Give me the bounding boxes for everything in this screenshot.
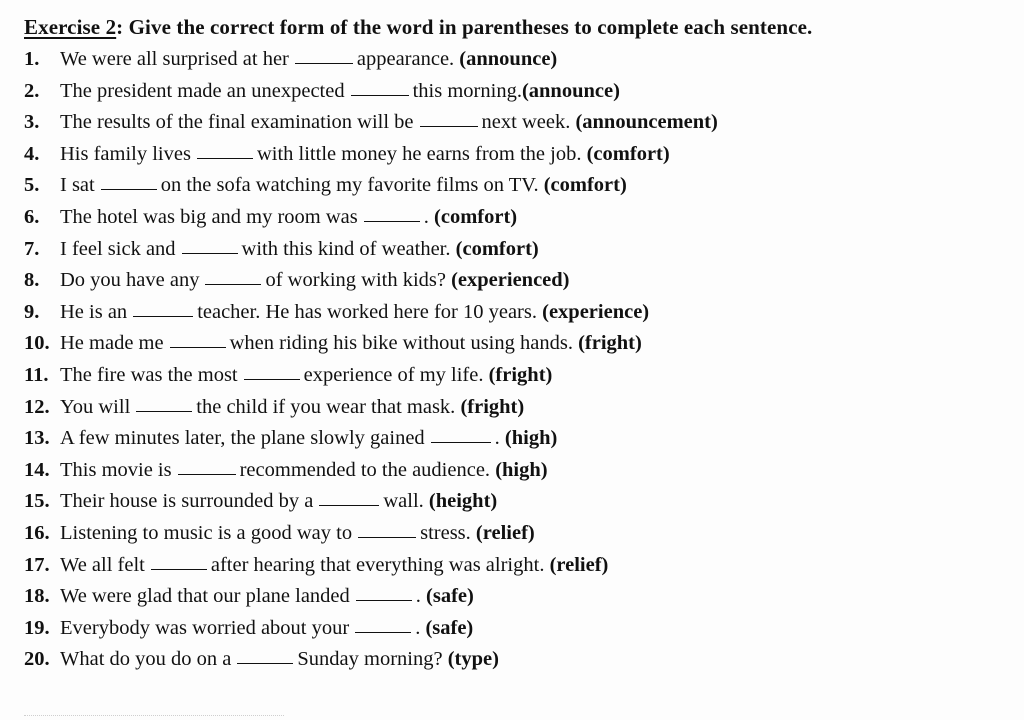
exercise-item [24,644,1024,676]
answer-blank[interactable] [420,125,478,127]
item-number: 18. [24,585,50,608]
exercise-item [24,107,1024,139]
word-hint: (comfort) [586,142,670,165]
item-sentence [60,486,497,518]
sentence-end: teacher. He has worked here for 10 years. [197,300,543,323]
sentence-end: . [494,427,505,450]
sentence-end: this morning. [412,79,522,102]
item-sentence [60,455,548,487]
answer-blank[interactable] [170,346,226,348]
answer-blank[interactable] [351,94,409,96]
exercise-item [24,581,1024,613]
sentence-start: The fire was the most [60,363,238,386]
sentence-start: What do you do on a [60,648,232,671]
sentence-start: Do you have any [60,269,200,292]
sentence-end: of working with kids? [265,269,452,292]
item-sentence [60,613,473,645]
answer-blank[interactable] [237,662,293,664]
word-hint: (high) [495,458,548,481]
sentence-end: recommended to the audience. [239,458,496,481]
word-hint: (safe) [426,585,474,608]
item-sentence [60,328,642,360]
item-number: 11. [24,363,49,386]
answer-blank[interactable] [364,220,420,222]
answer-blank[interactable] [431,441,491,443]
item-sentence [60,202,517,234]
exercise-item [24,613,1024,645]
item-number: 7. [24,237,40,260]
exercise-heading [24,10,1024,44]
item-sentence [60,297,649,329]
answer-blank[interactable] [295,62,353,64]
answer-blank[interactable] [182,252,238,254]
item-number: 19. [24,616,50,639]
item-sentence [60,139,670,171]
exercise-item [24,392,1024,424]
sentence-end: with little money he earns from the job. [256,142,587,165]
item-number: 15. [24,490,50,513]
exercise-list [24,44,1024,676]
word-hint: (height) [428,490,498,513]
sentence-end: . [423,205,435,228]
item-number: 17. [24,553,50,576]
answer-blank[interactable] [244,378,300,380]
sentence-start: A few minutes later, the plane slowly gained [60,427,425,450]
item-sentence [60,392,524,424]
sentence-end: the child if you wear that mask. [196,395,461,418]
sentence-end: . [415,585,427,608]
word-hint: (experienced) [451,269,570,292]
sentence-start: The hotel was big and my room was [60,205,358,228]
exercise-instruction: : Give the correct form of the word in parentheses to complete each sentence. [116,15,813,39]
word-hint: (relief) [475,521,535,544]
item-number: 14. [24,458,50,481]
exercise-item [24,202,1024,234]
exercise-item [24,44,1024,76]
item-number: 9. [24,300,40,323]
sentence-start: His family lives [60,142,191,165]
sentence-start: The results of the final examination will be [60,111,414,134]
exercise-item [24,423,1024,455]
answer-blank[interactable] [151,568,207,570]
sentence-end: . [415,616,426,639]
sentence-end: after hearing that everything was alright. [210,553,550,576]
sentence-start: He made me [60,332,164,355]
item-sentence [60,518,535,550]
sentence-end: next week. [481,111,576,134]
exercise-item [24,76,1024,108]
sentence-end: Sunday morning? [297,648,448,671]
item-number: 2. [24,79,40,102]
item-sentence [60,107,718,139]
sentence-start: You will [60,395,131,418]
item-number: 1. [24,48,40,70]
word-hint: (announce) [459,48,558,70]
word-hint: (fright) [578,332,642,355]
cut-off-footer-line [24,709,284,716]
word-hint: (announce) [521,79,620,102]
exercise-item [24,139,1024,171]
answer-blank[interactable] [356,599,412,601]
sentence-end: stress. [420,521,476,544]
item-number: 6. [24,205,40,228]
word-hint: (relief) [549,553,609,576]
item-number: 12. [24,395,50,418]
exercise-item [24,297,1024,329]
sentence-start: We all felt [60,553,145,576]
exercise-item [24,360,1024,392]
item-sentence [60,360,552,392]
item-number: 13. [24,427,50,450]
word-hint: (fright) [488,363,553,386]
word-hint: (type) [447,648,499,671]
item-sentence [60,550,608,582]
answer-blank[interactable] [358,536,416,538]
word-hint: (safe) [425,616,474,639]
sentence-start: Their house is surrounded by a [60,490,314,513]
word-hint: (experience) [542,300,650,323]
word-hint: (high) [504,427,558,450]
answer-blank[interactable] [197,157,253,159]
answer-blank[interactable] [355,631,411,633]
exercise-item [24,265,1024,297]
answer-blank[interactable] [205,283,261,285]
item-number: 16. [24,521,50,544]
item-number: 5. [24,174,40,197]
sentence-start: This movie is [60,458,172,481]
sentence-end: on the sofa watching my favorite films on TV. [160,174,544,197]
answer-blank[interactable] [136,410,192,412]
sentence-end: experience of my life. [303,363,489,386]
answer-blank[interactable] [319,504,379,506]
sentence-start: Listening to music is a good way to [60,521,353,544]
exercise-item [24,170,1024,202]
sentence-end: appearance. [356,48,460,70]
word-hint: (fright) [460,395,525,418]
item-number: 10. [24,332,50,355]
word-hint: (announcement) [575,111,718,134]
item-sentence [60,581,474,613]
exercise-label: Exercise 2 [24,15,117,39]
item-sentence [60,423,557,455]
item-sentence [60,76,620,108]
item-sentence [60,644,499,676]
sentence-start: Everybody was worried about your [60,616,350,639]
item-sentence [60,44,557,76]
sentence-start: I feel sick and [60,237,176,260]
exercise-item [24,550,1024,582]
word-hint: (comfort) [543,174,627,197]
exercise-item [24,486,1024,518]
word-hint: (comfort) [455,237,539,260]
item-number: 3. [24,111,40,134]
item-sentence [60,265,570,297]
answer-blank[interactable] [178,473,236,475]
item-number: 20. [24,648,50,671]
sentence-start: I sat [60,174,95,197]
sentence-start: He is an [60,300,128,323]
exercise-item [24,455,1024,487]
item-number: 4. [24,142,40,165]
exercise-item [24,328,1024,360]
answer-blank[interactable] [133,315,193,317]
sentence-end: with this kind of weather. [241,237,456,260]
sentence-start: We were glad that our plane landed [60,585,350,608]
word-hint: (comfort) [434,205,518,228]
item-sentence [60,234,539,266]
sentence-end: wall. [383,490,429,513]
sentence-end: when riding his bike without using hands. [229,332,579,355]
answer-blank[interactable] [101,188,157,190]
exercise-item [24,234,1024,266]
exercise-item [24,518,1024,550]
sentence-start: We were all surprised at her [60,48,289,70]
item-sentence [60,170,627,202]
item-number: 8. [24,269,40,292]
sentence-start: The president made an unexpected [60,79,345,102]
